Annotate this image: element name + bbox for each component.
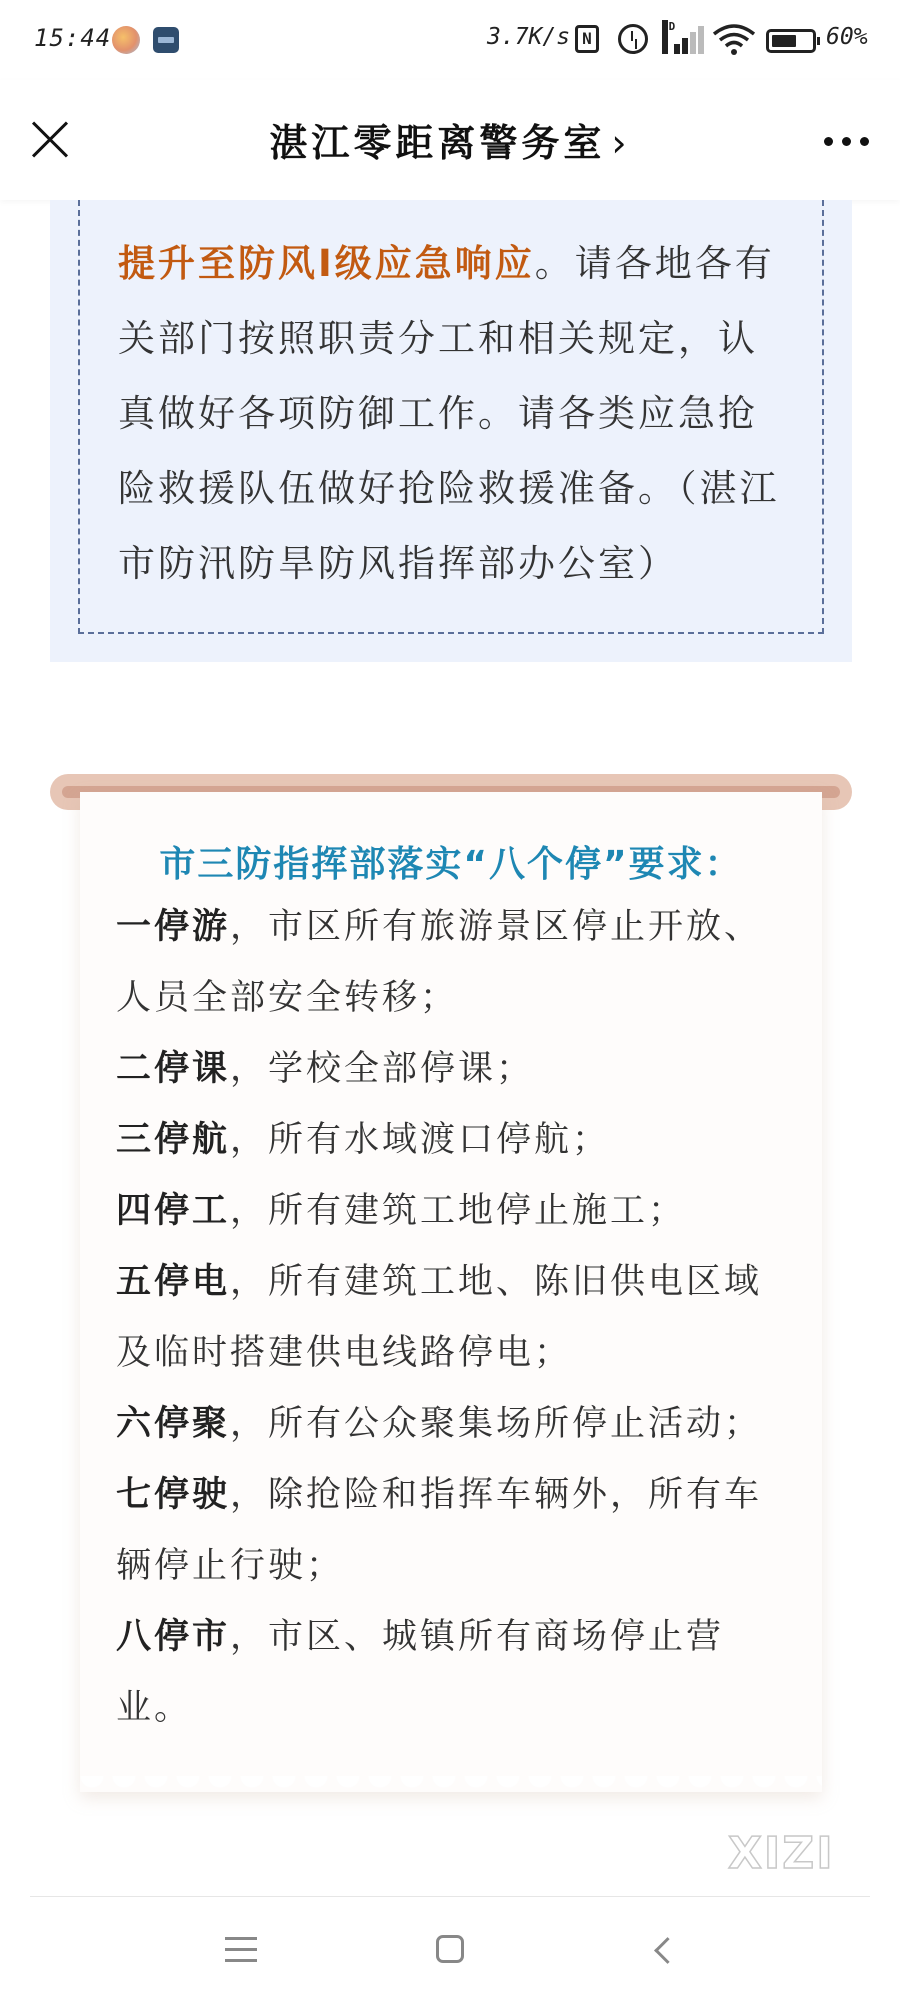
app-notification-icon	[112, 26, 140, 54]
page-title-text: 湛江零距离警务室	[269, 120, 606, 165]
status-bar	[0, 0, 900, 80]
app-notification-icon-2	[153, 27, 179, 53]
item-label: 一停游	[116, 907, 231, 947]
back-icon[interactable]	[652, 1935, 672, 1965]
item-label: 六停聚	[116, 1404, 231, 1444]
wifi-icon	[712, 24, 756, 56]
item-text: ，所有建筑工地、陈旧供电区域及临时搭建供电线路停电；	[116, 1262, 763, 1373]
list-item	[116, 1602, 796, 1744]
list-item	[116, 1176, 796, 1247]
network-speed: 3.7K/s	[487, 24, 571, 50]
item-text: ，所有水域渡口停航；	[230, 1120, 611, 1160]
item-label: 五停电	[116, 1262, 231, 1302]
requirements-card	[80, 792, 822, 1792]
notice-text	[118, 226, 788, 601]
nfc-icon: N	[575, 25, 599, 53]
item-label: 八停市	[116, 1617, 231, 1657]
card-heading: 市三防指挥部落实“八个停”要求：	[159, 844, 743, 885]
notice-body: 。请各地各有关部门按照职责分工和相关规定，认真做好各项防御工作。请各类应急抢险救援队伍做好抢险救援准备。（湛江市防汛防旱防风指挥部办公室）	[118, 242, 780, 585]
alarm-icon	[618, 24, 648, 54]
requirements-list	[116, 892, 796, 1744]
item-label: 二停课	[116, 1049, 231, 1089]
list-item	[116, 1247, 796, 1389]
item-text: ，除抢险和指挥车辆外，所有车辆停止行驶；	[116, 1475, 763, 1586]
signal-icon: HD	[662, 20, 704, 56]
card-scalloped-edge	[80, 1776, 822, 1800]
nav-divider	[30, 1896, 870, 1897]
menu-icon[interactable]	[225, 1937, 257, 1963]
item-label: 七停驶	[116, 1475, 231, 1515]
item-text: ，市区、城镇所有商场停止营业。	[116, 1617, 725, 1728]
list-item	[116, 1389, 796, 1460]
status-time: 15:44	[34, 24, 112, 52]
watermark-logo: XIZI	[728, 1828, 835, 1879]
more-icon[interactable]	[824, 137, 870, 147]
item-text: ，市区所有旅游景区停止开放、人员全部安全转移；	[116, 907, 763, 1018]
item-label: 四停工	[116, 1191, 231, 1231]
home-icon[interactable]	[436, 1935, 464, 1963]
page-title[interactable]	[0, 112, 900, 167]
title-bar	[0, 80, 900, 200]
notice-highlight: 提升至防风Ⅰ级应急响应	[118, 242, 535, 285]
item-text: ，所有建筑工地停止施工；	[230, 1191, 687, 1231]
battery-level: 60%	[826, 24, 868, 50]
chevron-right-icon: ›	[611, 121, 631, 165]
list-item	[116, 1460, 796, 1602]
battery-icon	[766, 29, 816, 53]
item-text: ，学校全部停课；	[230, 1049, 535, 1089]
list-item	[116, 1034, 796, 1105]
list-item	[116, 892, 796, 1034]
item-label: 三停航	[116, 1120, 231, 1160]
list-item	[116, 1105, 796, 1176]
item-text: ，所有公众聚集场所停止活动；	[230, 1404, 763, 1444]
